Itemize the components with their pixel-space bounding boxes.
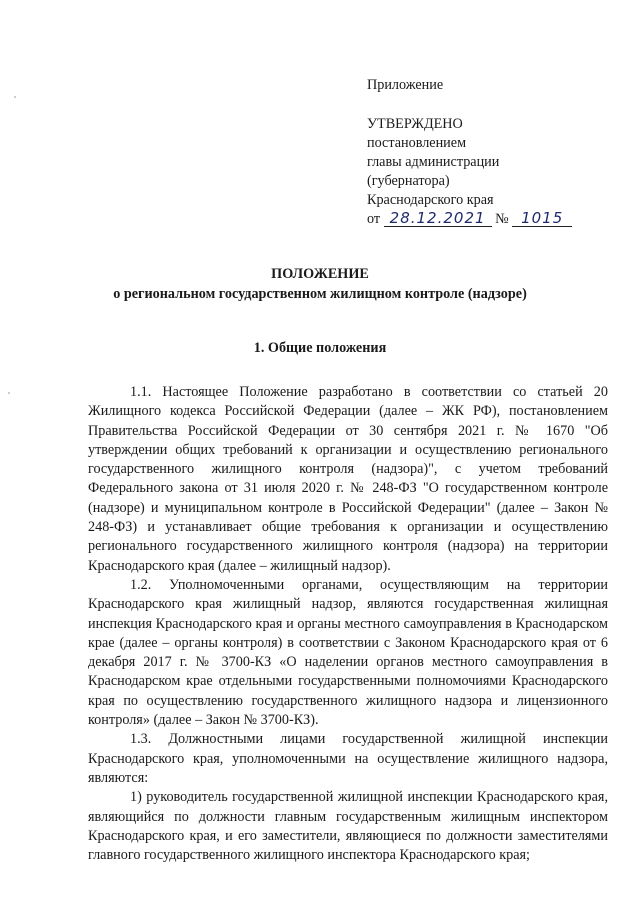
document-body [88, 383, 608, 865]
paragraph-1-1: 1.1. Настоящее Положение разработано в соответствии со статьей 20 Жилищного кодекса Российской Федерации (далее – ЖК РФ), постановлением Правительства Российской Федерации от 30 сентября 2021 г. № 1670 "Об утверждении общих требований к организации и осуществлению регионального государственного жилищного контроля (надзора)", с учетом требований Федерального закона от 31 июля 2020 г. № 248-ФЗ "О государственном контроле (надзоре) и муниципальном контроле в Российской Федерации" (далее – Закон № 248-ФЗ) и устанавливает общие требования к организации и осуществлению регионального государственного жилищного контроля (надзора) на территории Краснодарского края (далее – жилищный надзор). [88, 384, 608, 574]
number-prefix: № [495, 211, 509, 227]
handwritten-number: 1015 [512, 210, 572, 227]
approval-block [367, 76, 617, 229]
approval-line-2: главы администрации [367, 154, 500, 170]
section-title: 1. Общие положения [253, 340, 387, 356]
approval-line-1: постановлением [367, 135, 467, 151]
approval-date-line [367, 210, 617, 229]
scan-speck [14, 96, 16, 98]
document-subtitle: о региональном государственном жилищном контроле (надзоре) [113, 286, 527, 302]
handwritten-date: 28.12.2021 [384, 210, 492, 227]
paragraph-1-3: 1.3. Должностными лицами государственной жилищной инспекции Краснодарского края, уполномоченными на осуществление жилищного надзора, являются: [88, 731, 608, 786]
paragraph-1-3-item-1: 1) руководитель государственной жилищной инспекции Краснодарского края, являющийся по должности главным государственным жилищным инспектором Краснодарского края, и его заместители, являющиеся по должности заместителями главного государственного жилищного инспектора Краснодарского края; [88, 789, 608, 864]
approved-label: УТВЕРЖДЕНО [367, 116, 463, 132]
approval-line-4: Краснодарского края [367, 192, 494, 208]
scan-speck [8, 392, 10, 394]
document-title: ПОЛОЖЕНИЕ [271, 266, 369, 282]
paragraph-1-2: 1.2. Уполномоченными органами, осуществляющим на территории Краснодарского края жилищный надзор, являются государственная жилищная инспекция Краснодарского края и органы местного самоуправления в Краснодарском крае (далее – органы контроля) в соответствии с Законом Краснодарского края от 6 декабря 2017 г. № 3700-КЗ «О наделении органов местного самоуправления в Краснодарском крае отдельными государственными полномочиями Краснодарского края по осуществлению государственного жилищного надзора и лицензионного контроля» (далее – Закон № 3700-КЗ). [88, 576, 608, 729]
date-prefix: от [367, 211, 381, 227]
appendix-label: Приложение [367, 77, 444, 93]
approval-line-3: (губернатора) [367, 173, 450, 189]
